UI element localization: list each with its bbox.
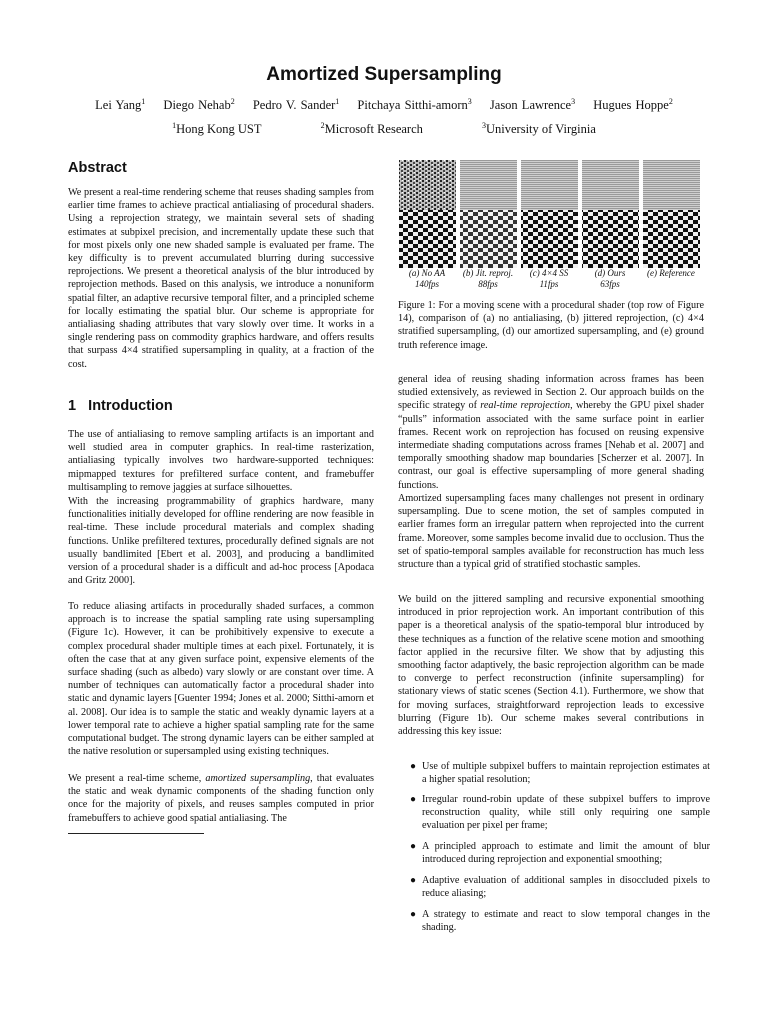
- list-item: ● Use of multiple subpixel buffers to maintain reprojection estimates at a higher spatial resolution;: [410, 761, 710, 786]
- panel-caption: (a) No AA 140fps: [408, 268, 446, 289]
- panel-caption: (c) 4×4 SS 11fps: [529, 268, 569, 289]
- list-item: ● A principled approach to estimate and limit the amount of blur introduced during reprojection and exponential smoothing;: [410, 841, 710, 866]
- paper-title: Amortized Supersampling: [266, 64, 502, 85]
- author: Pitchaya Sitthi-amorn$^3$: [357, 96, 472, 112]
- author: Hugues Hoppe$^2$: [593, 96, 673, 112]
- list-item: ● A strategy to estimate and react to slow temporal changes in the shading.: [410, 909, 710, 934]
- body-paragraph: We build on the jittered sampling and recursive exponential smoothing introduced in prior reprojection work. An important contribution of this paper is a theoretical analysis of the spatio-temporal blur introduced by these techniques as a function of the relative scene motion and smoothing factor applied in the recursive filter. We show that by adjusting this smoothing factor adaptively, the basic reprojection algorithm can be made to converge to perfect reconstruction (infinite supersampling) for stationary views of static scenes (Section 4.1). Furthermore, we show that for moving surfaces, straightforward reprojection leads to excessive blurring (Figure 1b). Our scheme makes several contributions in addressing this key issue:: [398, 594, 704, 738]
- author-list: [0, 98, 768, 113]
- affiliation: $^3$University of Virginia: [482, 120, 596, 136]
- body-paragraph: Amortized supersampling faces many challenges not present in ordinary supersampling. Due to scene motion, the set of samples computed in earlier frames form an irregular pattern when reprojected into the current frame. Moreover, some samples become invalid due to occlusion. Thus the set of spatio-temporal samples available for reconstruction has much less structure than a typical grid of stratified stochastic samples.: [398, 493, 704, 571]
- intro-paragraph: With the increasing programmability of graphics hardware, many functionalities initially developed for offline rendering are now feasible in real-time. These include procedural materials and complex shading functions. Unlike prefiltered textures, procedurally defined signals are not usually bandlimited [Ebert et al. 2003], and producing a bandlimited version of a procedural shader is a difficult and ad-hoc process [Apodaca and Gritz 2000].: [68, 496, 374, 587]
- panel-caption: (e) Reference: [647, 268, 695, 278]
- panel-caption: (d) Ours 63fps: [594, 268, 626, 289]
- abstract-text: We present a real-time rendering scheme that reuses shading samples from earlier time frames to achieve practical antialiasing of procedural shaders. Using a reprojection strategy, we maintain several sets of shading estimates at subpixel precision, and incrementally update these such that for most pixels only one new shaded sample is evaluated per frame. The key difficulty is to prevent accumulated blurring during successive reprojections. We present a theoretical analysis of the blur introduced by reprojection methods. Based on this analysis, we introduce a nonuniform spatial filter, an adaptive recursive temporal filter, and a principled scheme for locally estimating the spatial blur. Our scheme is appropriate for antialiasing shading attributes that vary slowly over time. It works in a single rendering pass on commodity graphics hardware, and offers results that surpass 4×4 stratified supersampling in quality, at a fraction of the cost.: [68, 187, 374, 370]
- intro-paragraph: To reduce aliasing artifacts in procedurally shaded surfaces, a common approach is to increase the spatial sampling rate using supersampling (Figure 1c). However, it can be prohibitively expensive to execute a complex procedural shader multiple times at each pixel. Fortunately, it is often the case that at any given surface point, expensive elements of the surface shading (such as albedo) vary slowly or are constant over time. A number of techniques can automatically factor a procedural shader into static and dynamic layers [Guenter 1994; Jones et al. 2000; Sitthi-amorn et al. 2008]. Our idea is to sample the static and weakly dynamic layers at a lower temporal rate to achieve a higher spatial sampling rate for the same computational budget. The strong dynamic layers can be either sampled at the native resolution or supersampled using existing techniques.: [68, 601, 374, 758]
- footnote-rule: [68, 833, 204, 834]
- intro-paragraph: The use of antialiasing to remove sampling artifacts is an important and well studied area in computer graphics. In real-time rasterization, antialiasing typically involves two hardware-supported techniques: mipmapped textures for prefiltered surface content, and framebuffer multisampling to remove jaggies at surface silhouettes.: [68, 429, 374, 493]
- panel-4x4-supersampling: [521, 160, 578, 268]
- affiliation-list: [0, 122, 768, 137]
- intro-paragraph: We present a real-time scheme, amortized supersampling, that evaluates the static and weak dynamic components of the shading function only once for the majority of pixels, and reuses samples computed in prior framebuffers to achieve good spatial antialiasing. The: [68, 773, 374, 824]
- intro-heading: 1 Introduction: [68, 398, 173, 414]
- author: Lei Yang$^1$: [95, 96, 146, 112]
- panel-reference: [643, 160, 700, 268]
- panel-jittered-reprojection: [460, 160, 517, 268]
- list-item: ● Adaptive evaluation of additional samples in disoccluded pixels to reduce aliasing;: [410, 875, 710, 900]
- author: Jason Lawrence$^3$: [489, 96, 576, 112]
- affiliation: $^1$Hong Kong UST: [172, 120, 262, 136]
- figure-caption: Figure 1: For a moving scene with a procedural shader (top row of Figure 14), comparison of (a) no antialiasing, (b) jittered reprojection, (c) 4×4 stratified supersampling, (d) our amortized supersampling, and (e) ground truth reference image.: [398, 300, 704, 351]
- abstract-heading: Abstract: [68, 160, 127, 176]
- panel-caption: (b) Jit. reproj. 88fps: [462, 268, 514, 289]
- figure-1-panels: [398, 160, 704, 268]
- body-paragraph: general idea of reusing shading information across frames has been studied extensively, as reviewed in Section 2. Our approach builds on the specific strategy of real-time reprojection, whereby the GPU pixel shader “pulls” information associated with the same surface point in earlier frames. Recent work on reprojection has focused on reusing expensive intermediate shading computations across frames [Nehab et al. 2007] and temporally smoothing shadow map boundaries [Scherzer et al. 2007]. In contrast, our goal is effective supersampling of more general shading functions.: [398, 374, 704, 491]
- panel-ours: [582, 160, 639, 268]
- author: Diego Nehab$^2$: [163, 96, 235, 112]
- affiliation: $^2$Microsoft Research: [320, 120, 423, 136]
- panel-no-aa: [399, 160, 456, 268]
- author: Pedro V. Sander$^1$: [252, 96, 340, 112]
- list-item: ● Irregular round-robin update of these subpixel buffers to improve reconstruction quality, while still only requiring one sample evaluation per pixel per frame;: [410, 794, 710, 832]
